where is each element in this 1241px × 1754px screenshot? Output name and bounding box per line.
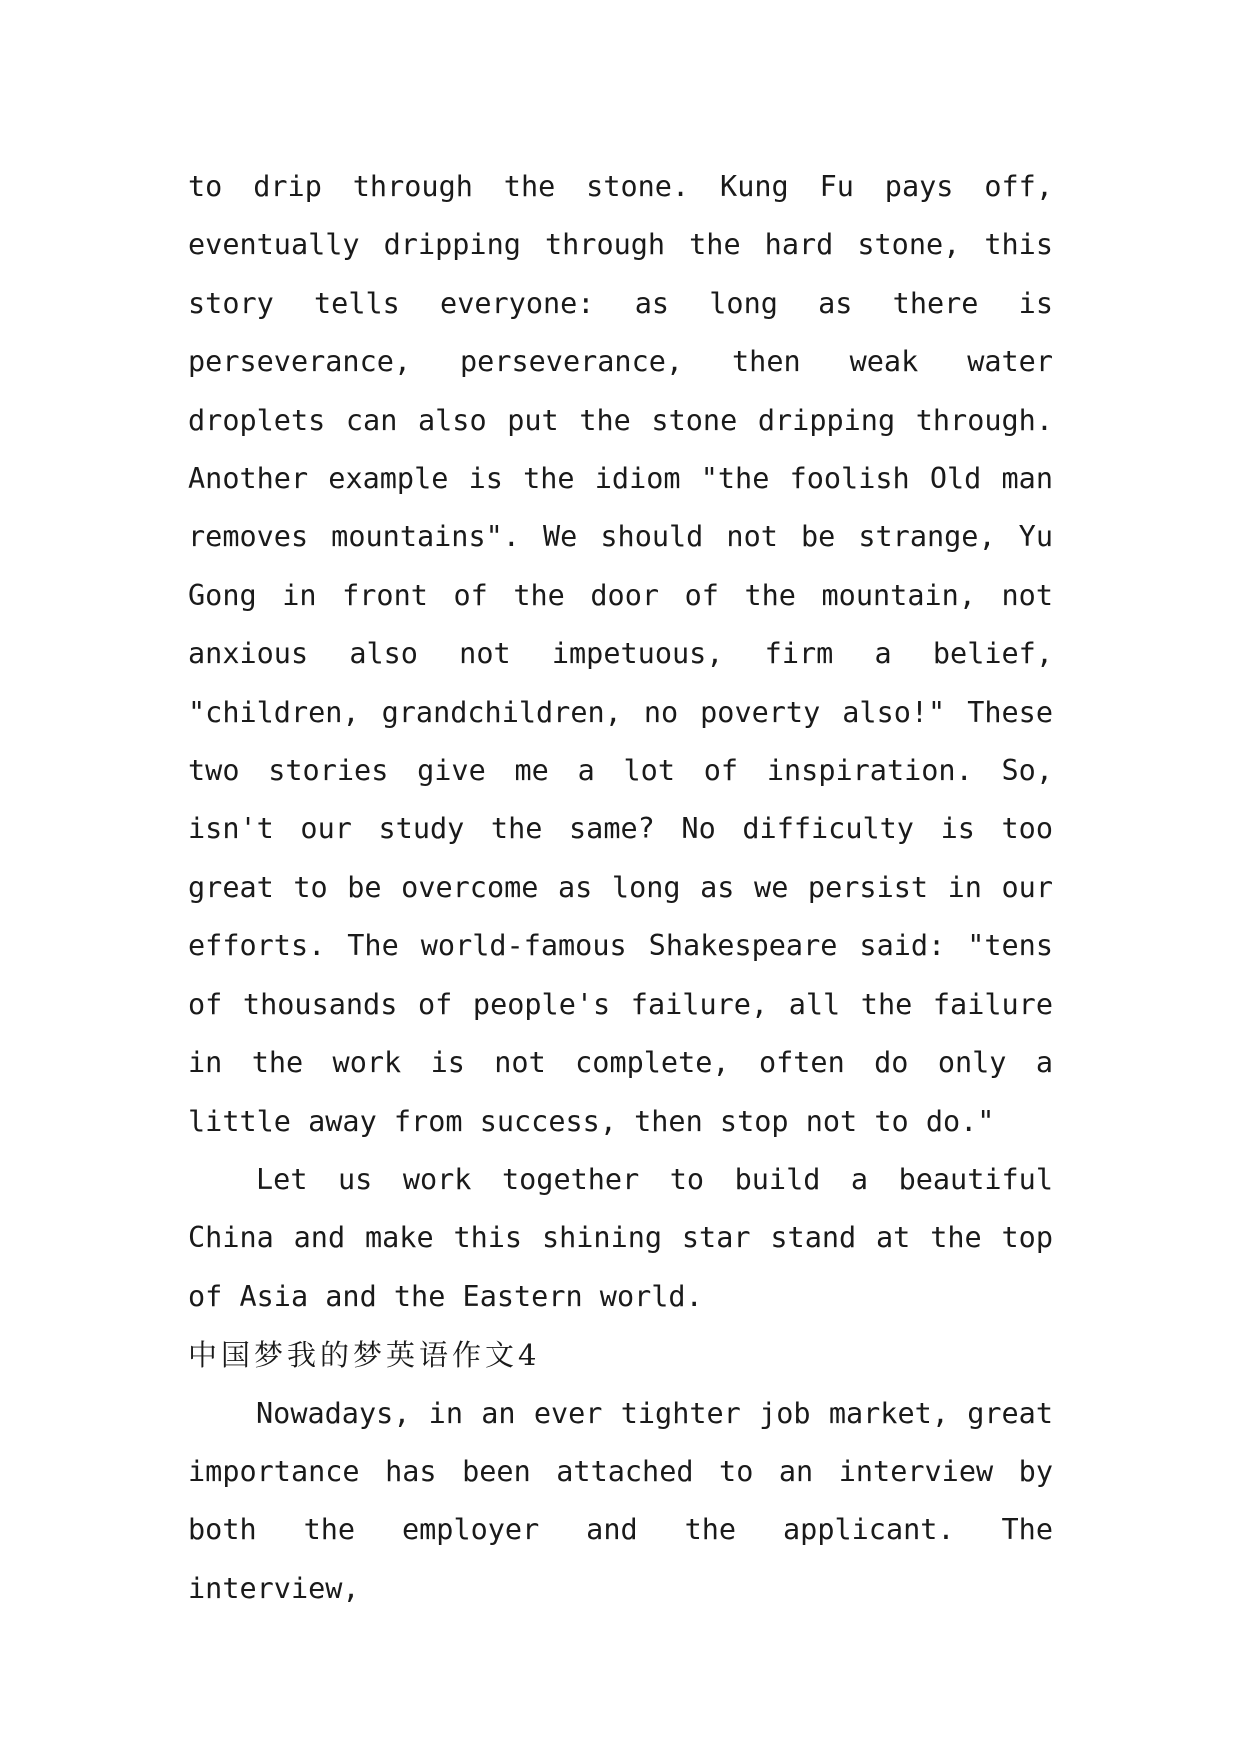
- section-heading: 中国梦我的梦英语作文4: [188, 1338, 541, 1373]
- document-body: [188, 158, 1053, 1618]
- paragraph-essay-4-intro: Nowadays, in an ever tighter job market, great importance has been attached to an interview by both the employer and the applicant. The interview,: [188, 1396, 1053, 1605]
- paragraph-continuation: to drip through the stone. Kung Fu pays off, eventually dripping through the hard stone, this story tells everyone: as long as there is perseverance, perseverance, then weak water droplets can also put the stone dripping through. Another example is the idiom "the foolish Old man removes mountains". We should not be strange, Yu Gong in front of the door of the mountain, not anxious also not impetuous, firm a belief, "children, grandchildren, no poverty also!" These two stories give me a lot of inspiration. So, isn't our study the same? No difficulty is too great to be overcome as long as we persist in our efforts. The world-famous Shakespeare said: "tens of thousands of people's failure, all the failure in the work is not complete, often do only a little away from success, then stop not to do.": [188, 170, 1053, 1138]
- paragraph-closing: Let us work together to build a beautiful China and make this shining star stand at the top of Asia and the Eastern world.: [188, 1162, 1053, 1313]
